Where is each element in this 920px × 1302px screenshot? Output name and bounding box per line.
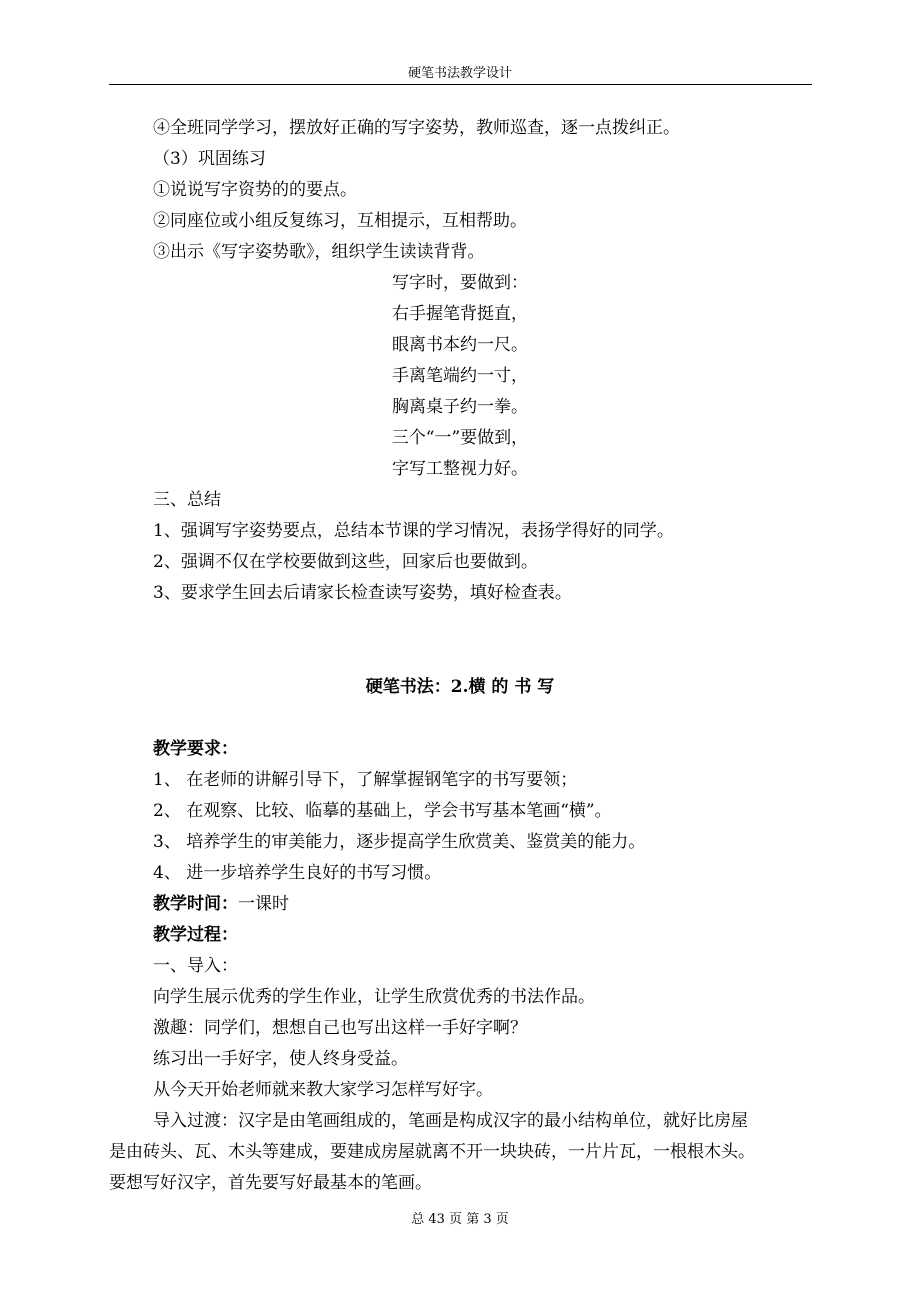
intro-line: 从今天开始老师就来教大家学习怎样写好字。 — [153, 1080, 493, 1100]
poem-line: 眼离书本约一尺。 — [392, 335, 528, 355]
text-line: ②同座位或小组反复练习，互相提示，互相帮助。 — [153, 211, 527, 231]
summary-item: 3、要求学生回去后请家长检查读写姿势，填好检查表。 — [153, 583, 572, 603]
page-footer: 总 43 页 第 3 页 — [411, 1212, 509, 1227]
summary-heading: 三、总结 — [153, 490, 221, 510]
text-line: （3）巩固练习 — [153, 149, 266, 169]
requirement-item: 1、 在老师的讲解引导下，了解掌握钢笔字的书写要领； — [153, 770, 578, 790]
page-header-title: 硬笔书法教学设计 — [407, 66, 512, 81]
transition-line: 是由砖头、瓦、木头等建成，要建成房屋就离不开一块块砖，一片片瓦，一根根木头。 — [109, 1142, 755, 1162]
header-divider — [109, 84, 812, 85]
transition-line: 要想写好汉字，首先要写好最基本的笔画。 — [109, 1173, 432, 1193]
poem-line: 写字时，要做到： — [392, 273, 528, 293]
poem-line: 手离笔端约一寸， — [392, 366, 528, 386]
intro-heading: 一、导入： — [153, 956, 238, 976]
process-label: 教学过程： — [153, 925, 238, 945]
poem-line: 字写工整视力好。 — [392, 459, 528, 479]
requirements-label: 教学要求： — [153, 739, 238, 759]
poem-line: 右手握笔背挺直， — [392, 304, 528, 324]
requirement-item: 3、 培养学生的审美能力，逐步提高学生欣赏美、鉴赏美的能力。 — [153, 832, 646, 852]
poem-line: 胸离桌子约一拳。 — [392, 397, 528, 417]
intro-line: 向学生展示优秀的学生作业，让学生欣赏优秀的书法作品。 — [153, 987, 595, 1007]
transition-line: 导入过渡：汉字是由笔画组成的，笔画是构成汉字的最小结构单位，就好比房屋 — [153, 1111, 748, 1131]
text-line: ③出示《写字姿势歌》，组织学生读读背背。 — [153, 242, 485, 262]
intro-line: 激趣：同学们，想想自己也写出这样一手好字啊？ — [153, 1018, 527, 1038]
time-value: 一课时 — [238, 894, 289, 914]
poem-line: 三个“一”要做到， — [391, 428, 529, 448]
time-row — [153, 894, 289, 914]
summary-item: 1、强调写字姿势要点，总结本节课的学习情况，表扬学得好的同学。 — [153, 521, 674, 541]
intro-line: 练习出一手好字，使人终身受益。 — [153, 1049, 408, 1069]
text-line: ①说说写字资势的的要点。 — [153, 180, 357, 200]
summary-item: 2、强调不仅在学校要做到这些，回家后也要做到。 — [153, 552, 538, 572]
text-line: ④全班同学学习，摆放好正确的写字姿势，教师巡查，逐一点拨纠正。 — [153, 118, 680, 138]
requirement-item: 4、 进一步培养学生良好的书写习惯。 — [153, 863, 442, 883]
time-label: 教学时间： — [153, 894, 238, 914]
lesson-title: 硬笔书法：2.横 的 书 写 — [365, 677, 555, 697]
requirement-item: 2、 在观察、比较、临摹的基础上，学会书写基本笔画“横”。 — [153, 801, 612, 821]
